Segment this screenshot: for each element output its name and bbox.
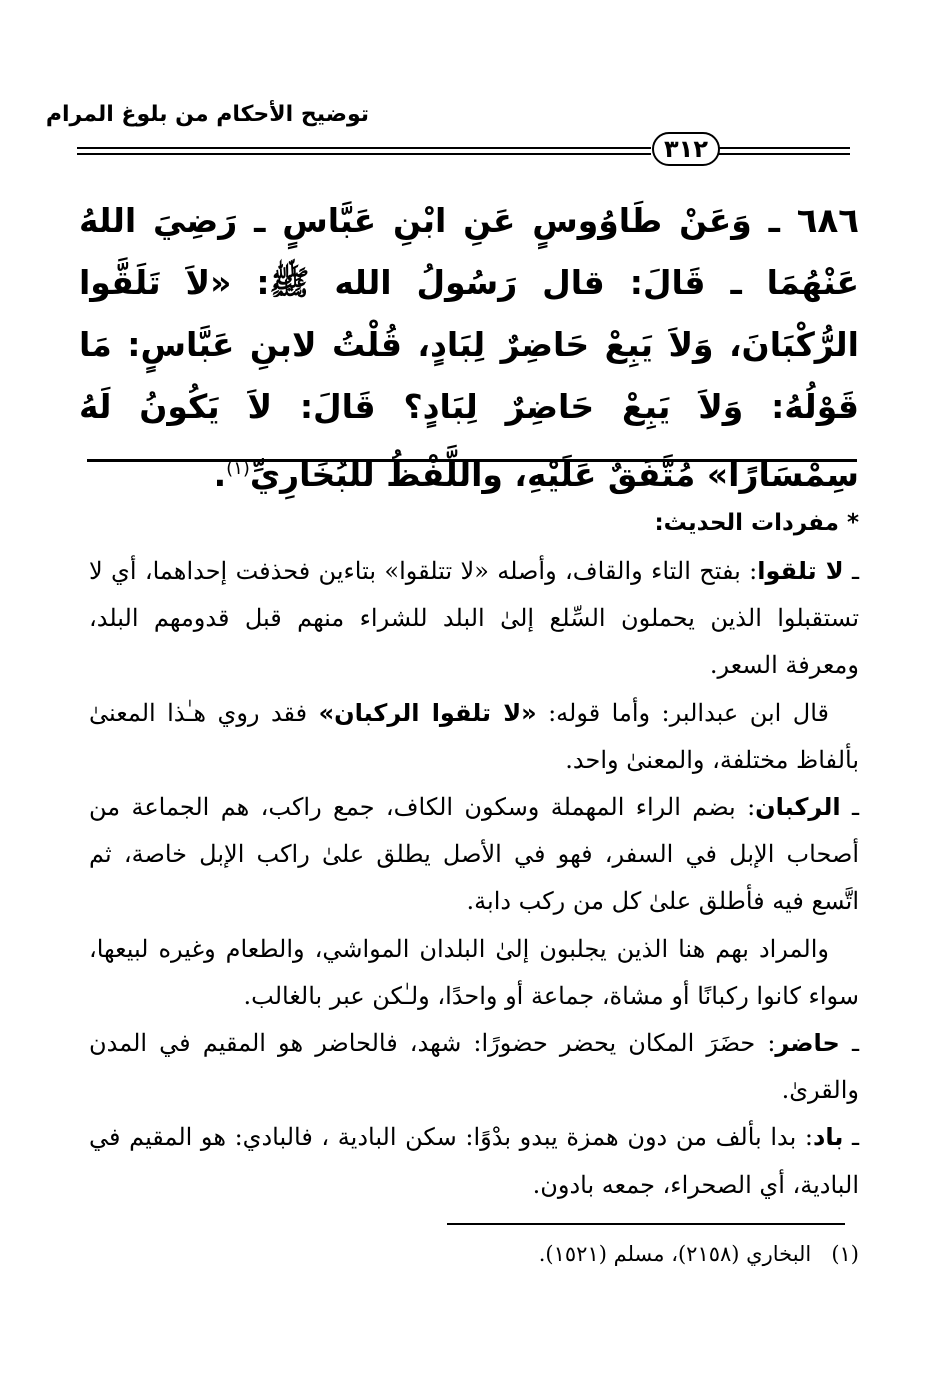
entry-term: حاضر xyxy=(775,1029,840,1058)
entry-dash: ـ xyxy=(839,1029,859,1058)
section-divider xyxy=(87,459,857,462)
page-number-text: ٣١٢ xyxy=(664,135,708,163)
hadith-number: ٦٨٦ xyxy=(796,201,859,241)
entry-body: : حضَرَ المكان يحضر حضورًا: شهد، فالحاضر هو المقيم في المدن والقرىٰ. xyxy=(89,1029,859,1105)
entry-rukban xyxy=(89,784,859,926)
entry-la-talaqqaw xyxy=(89,548,859,690)
entry-term: الركبان xyxy=(755,793,841,822)
entry-body: : بدا بألف من دون همزة يبدو بدْوًا: سكن البادية ، فالبادي: هو المقيم في البادية، أي الصحراء، جمعه بادون. xyxy=(89,1123,859,1199)
entry-bad xyxy=(89,1114,859,1208)
entry-hadir xyxy=(89,1020,859,1114)
vocabulary-entries xyxy=(89,548,859,1209)
footnote-marker: (١) xyxy=(831,1242,859,1266)
page-number xyxy=(652,132,720,166)
entry-body: والمراد بهم هنا الذين يجلبون إلىٰ البلدان المواشي، والطعام وغيره لبيعها، سواء كانوا ركبانًا أو مشاة، جماعة أو واحدًا، ولـٰكن عبر بالغالب. xyxy=(89,934,859,1010)
hadith-body: ـ وَعَنْ طَاوُوسٍ عَنِ ابْنِ عَبَّاسٍ ـ رَضِيَ اللهُ عَنْهُمَا ـ قَالَ: قال رَسُولُ الله ﷺ: «لاَ تَلَقَّوا الرُّكْبَانَ، وَلاَ يَبِعْ حَاضِرٌ لِبَادٍ، قُلْتُ لابنِ عَبَّاسٍ: مَا قَوْلُهُ: وَلاَ يَبِعْ حَاضِرٌ لِبَادٍ؟ قَالَ: لاَ يَكُونُ لَهُ سِمْسَارًا» مُتَّفَقٌ عَلَيْهِ، واللَّفْظُ للبُخَارِيِّ xyxy=(79,201,859,494)
entry-quote: «لا تلقوا الركبان» xyxy=(318,698,537,727)
running-header-title: توضيح الأحكام من بلوغ المرام xyxy=(45,102,369,127)
footnote xyxy=(89,1242,859,1266)
entry-ibn-abdulbarr xyxy=(89,690,859,784)
entry-body: قال ابن عبدالبر: وأما قوله: xyxy=(536,698,829,727)
footnote-divider xyxy=(447,1223,845,1225)
entry-term: لا تلقوا xyxy=(757,557,844,585)
entry-rukban-meaning xyxy=(89,926,859,1020)
entry-body: : بضم الراء المهملة وسكون الكاف، جمع راكب، هم الجماعة من أصحاب الإبل في السفر، فهو في الأصل يطلق علىٰ راكب الإبل خاصة، ثم اتَّسع فيه فأطلق علىٰ كل من ركب دابة. xyxy=(89,793,859,916)
entry-body: : بفتح التاء والقاف، وأصله «لا تتلقوا» بتاءين فحذفت إحداهما، أي لا تستقبلوا الذين يحملون السِّلع إلىٰ البلد للشراء منهم قبل قدومهم البلد، ومعرفة السعر. xyxy=(89,557,859,680)
entry-dash: ـ xyxy=(843,1123,859,1152)
entry-dash: ـ xyxy=(843,557,859,585)
entry-dash: ـ xyxy=(840,793,859,822)
entry-term: باد xyxy=(813,1123,844,1152)
section-heading: * مفردات الحديث: xyxy=(654,510,859,536)
hadith-end: . xyxy=(213,455,227,494)
header-rule-left xyxy=(77,147,651,155)
footnote-text: البخاري (٢١٥٨)، مسلم (١٥٢١). xyxy=(538,1242,812,1266)
entry-body: فقد روي هـٰذا المعنىٰ بألفاظ مختلفة، والمعنىٰ واحد. xyxy=(89,698,859,774)
footnote-reference: (١) xyxy=(226,458,250,479)
